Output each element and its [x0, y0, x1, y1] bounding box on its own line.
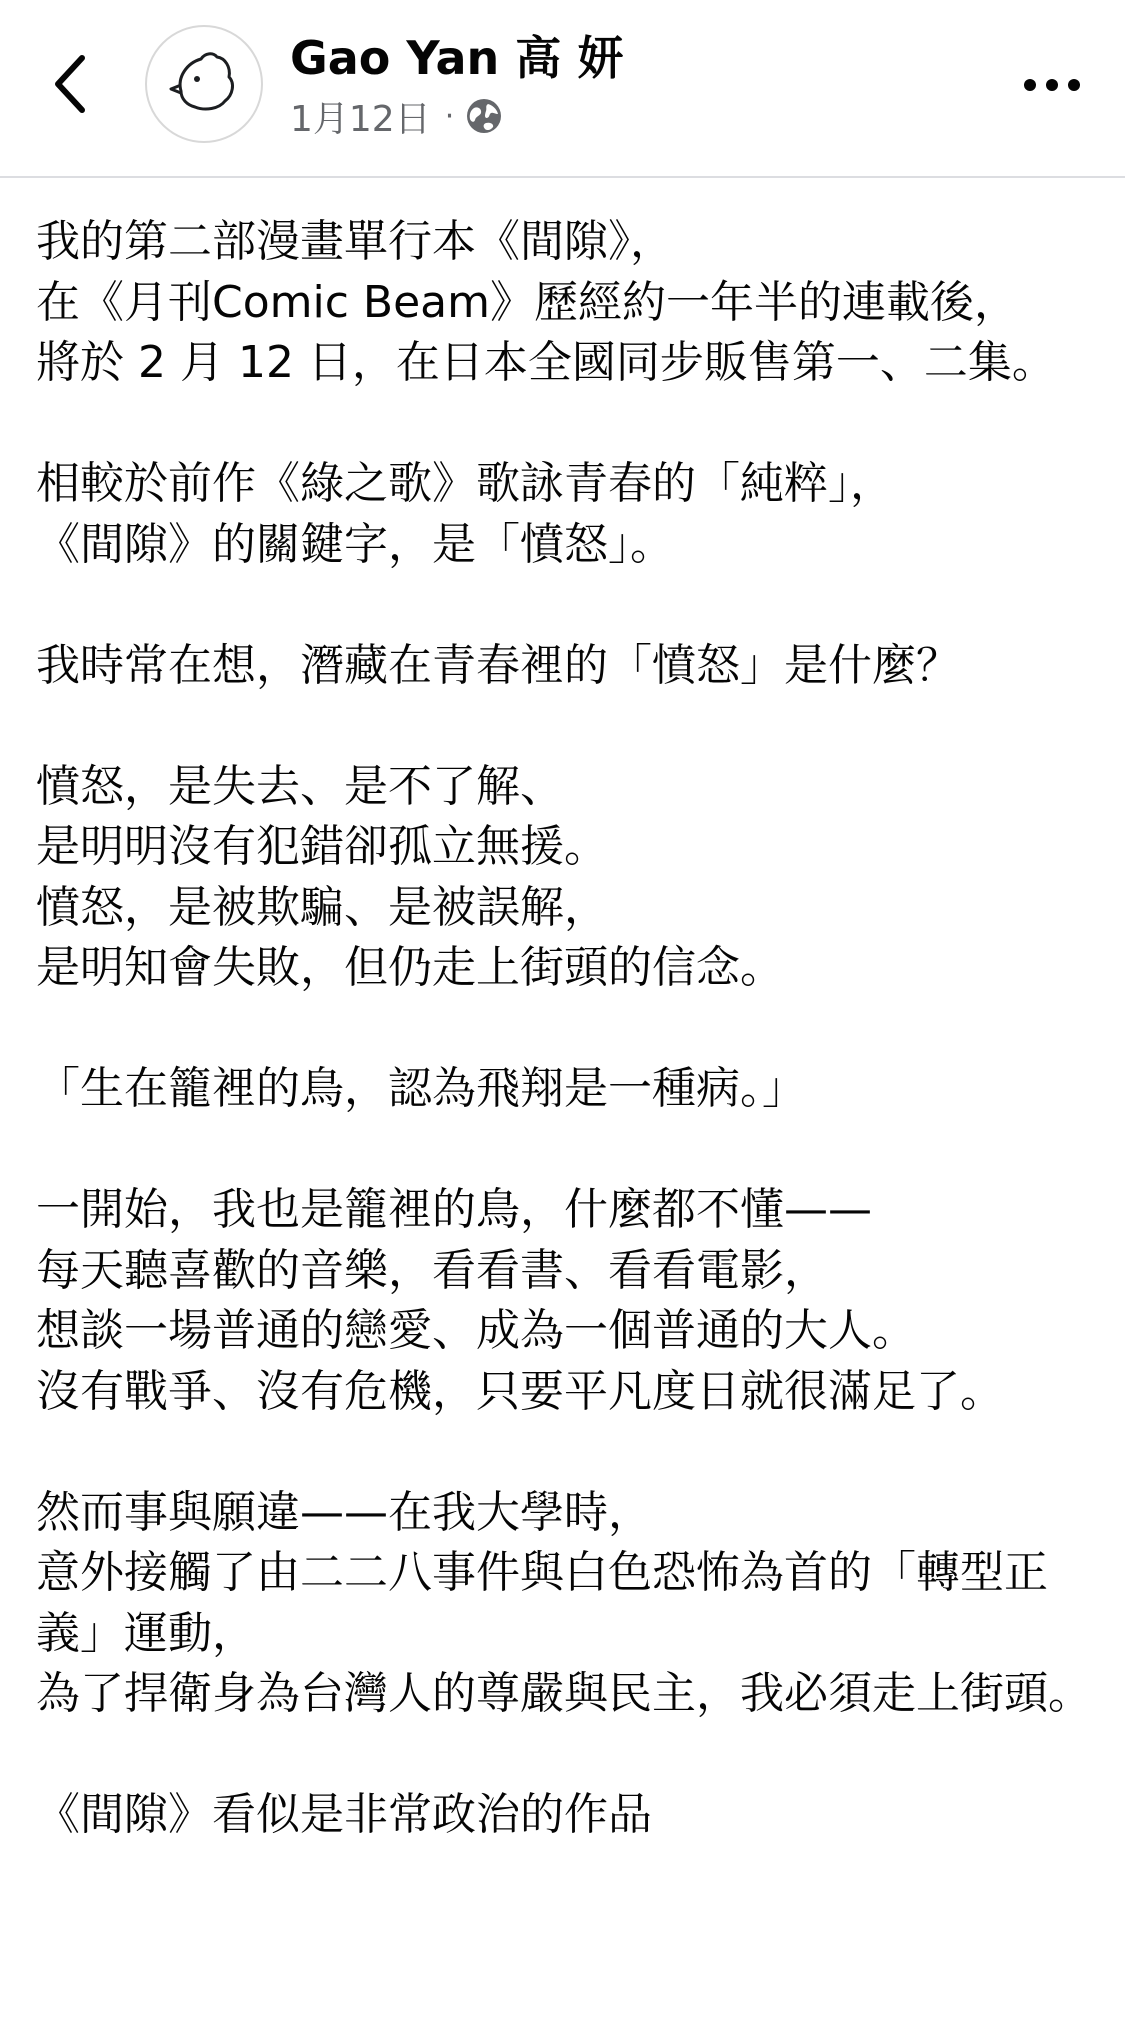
blank-line	[36, 1725, 1096, 1786]
blank-line	[36, 696, 1096, 757]
post-date[interactable]: 1月12日	[290, 98, 431, 140]
globe-icon	[464, 96, 504, 136]
post-text-line: 《間隙》看似是非常政治的作品	[36, 1789, 652, 1840]
post-text-line: 每天聽喜歡的音樂，看看書、看看電影，	[36, 1244, 828, 1296]
post-meta	[290, 94, 504, 138]
post-text-line: 意外接觸了由二二八事件與白色恐怖為首的「轉型正義」運動，	[36, 1547, 1048, 1659]
post-text-line: 一開始，我也是籠裡的鳥，什麼都不懂——	[36, 1184, 872, 1235]
blank-line	[36, 575, 1096, 636]
post-text-line: 然而事與願違——在我大學時，	[36, 1486, 652, 1538]
post-text-line: 想談一場普通的戀愛、成為一個普通的大人。	[36, 1305, 916, 1356]
bird-avatar-icon	[159, 39, 249, 129]
post-header	[0, 0, 1125, 178]
blank-line	[36, 1422, 1096, 1483]
post-text-line: 憤怒，是失去、是不了解、	[36, 760, 564, 812]
more-options-button[interactable]	[1017, 60, 1087, 110]
post-text-line: 我的第二部漫畫單行本《間隙》，	[36, 216, 674, 267]
more-horizontal-icon	[1022, 77, 1082, 93]
post-text	[36, 212, 1096, 1846]
post-text-line: 《間隙》的關鍵字，是「憤怒」。	[36, 518, 674, 570]
chevron-left-icon	[50, 52, 90, 116]
meta-separator: ·	[444, 98, 455, 134]
blank-line	[36, 999, 1096, 1060]
author-name[interactable]: Gao Yan 高 妍	[290, 31, 624, 85]
post-text-line: 憤怒，是被欺騙、是被誤解，	[36, 881, 608, 933]
post-text-line: 是明知會失敗，但仍走上街頭的信念。	[36, 942, 784, 993]
post-text-line: 是明明沒有犯錯卻孤立無援。	[36, 821, 608, 872]
back-button[interactable]	[40, 44, 100, 124]
blank-line	[36, 1120, 1096, 1181]
post-text-line: 為了捍衛身為台灣人的尊嚴與民主，我必須走上街頭。	[36, 1668, 1092, 1719]
post-text-line: 「生在籠裡的鳥，認為飛翔是一種病。」	[36, 1063, 806, 1114]
post-text-line: 我時常在想，潛藏在青春裡的「憤怒」是什麼？	[36, 639, 960, 691]
blank-line	[36, 394, 1096, 455]
post-text-line: 在《月刊Comic Beam》歷經約一年半的連載後，	[36, 276, 1018, 328]
avatar[interactable]	[145, 25, 263, 143]
post-text-line: 沒有戰爭、沒有危機，只要平凡度日就很滿足了。	[36, 1365, 1004, 1417]
post-text-line: 將於 2 月 12 日，在日本全國同步販售第一、二集。	[36, 337, 1056, 388]
post-text-line: 相較於前作《綠之歌》歌詠青春的「純粹」，	[36, 458, 894, 509]
